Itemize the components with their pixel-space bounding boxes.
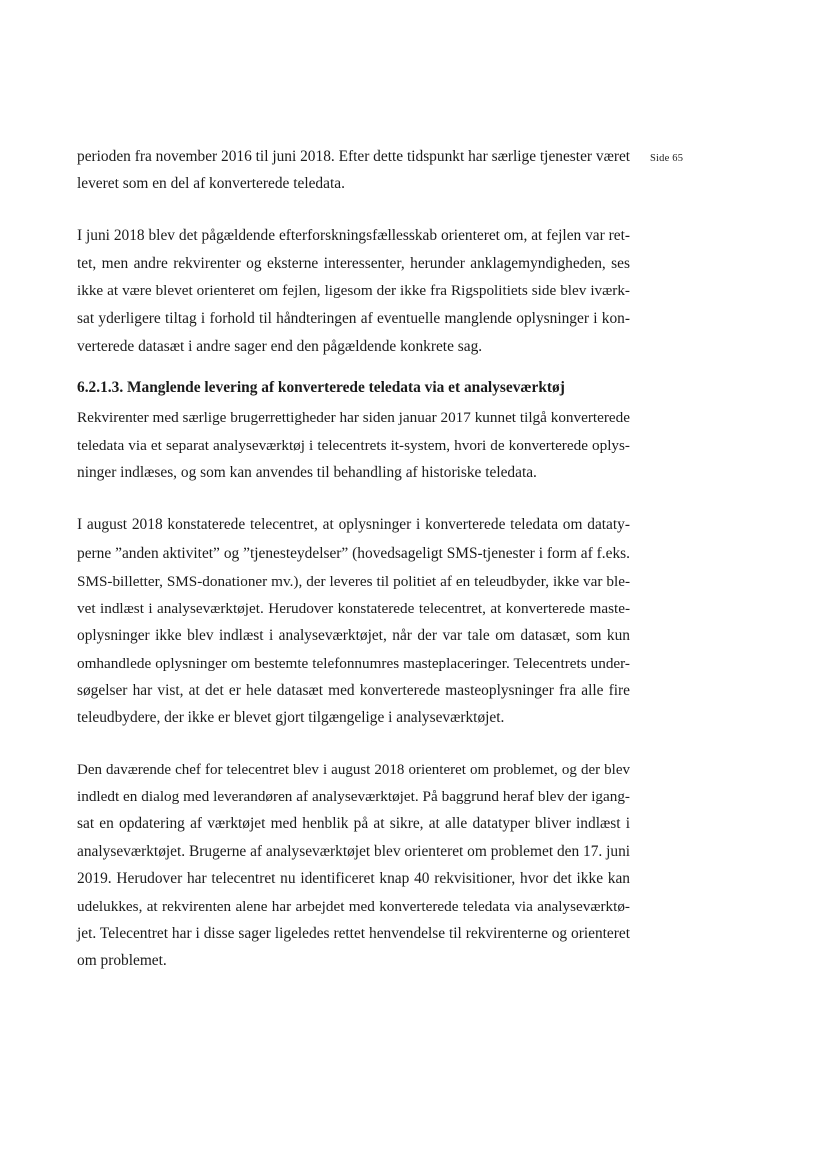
text-line: teledata via et separat analyseværktøj i telecentrets it-system, hvori de konverterede oplys- [77, 437, 630, 454]
text-line: verterede datasæt i andre sager end den pågældende konkrete sag. [77, 338, 483, 355]
text-line: om problemet. [77, 952, 167, 969]
text-line: Den daværende chef for telecentret blev i august 2018 orienteret om problemet, og der blev [77, 762, 630, 778]
text-line: analyseværktøjet. Brugerne af analyseværktøjet blev orienteret om problemet den 17. juni [77, 843, 631, 860]
text-line: leveret som en del af konverterede teledata. [77, 175, 345, 192]
text-line: sat en opdatering af værktøjet med henblik på at sikre, at alle datatyper bliver indlæst i [77, 815, 630, 832]
text-line: ninger indlæses, og som kan anvendes til behandling af historiske teledata. [77, 464, 537, 481]
text-line: 2019. Herudover har telecentret nu identificeret knap 40 rekvisitioner, hvor det ikke kan [77, 870, 630, 887]
text-line: SMS-billetter, SMS-donationer mv.), der leveres til politiet af en teleudbyder, ikke var ble- [77, 573, 630, 590]
text-line: udelukkes, at rekvirenten alene har arbejdet med konverterede teledata via analyseværktø- [77, 898, 630, 915]
text-line: I august 2018 konstaterede telecentret, at oplysninger i konverterede teledata om dataty- [77, 516, 630, 533]
page-number: Side 65 [650, 153, 684, 164]
text-line: tet, men andre rekvirenter og eksterne interessenter, herunder anklagemyndigheden, ses [77, 255, 630, 272]
text-line: oplysninger ikke blev indlæst i analyseværktøjet, når der var tale om datasæt, som kun [77, 627, 630, 644]
text-line: omhandlede oplysninger om bestemte telefonnumres masteplaceringer. Telecentrets under- [77, 655, 630, 672]
section-heading: 6.2.1.3. Manglende levering af konverterede teledata via et analyseværktøj [77, 379, 565, 396]
text-line: Rekvirenter med særlige brugerrettigheder har siden januar 2017 kunnet tilgå konverterede [77, 409, 630, 426]
text-line: teleudbydere, der ikke er blevet gjort tilgængelige i analyseværktøjet. [77, 709, 505, 726]
text-line: perne ”anden aktivitet” og ”tjenesteydelser” (hovedsageligt SMS-tjenester i form af f.eks. [77, 545, 630, 562]
text-line: ikke at være blevet orienteret om fejlen, ligesom der ikke fra Rigspolitiets side blev iværk- [77, 282, 630, 299]
text-line: I juni 2018 blev det pågældende efterforskningsfællesskab orienteret om, at fejlen var ret- [77, 227, 630, 244]
text-line: sat yderligere tiltag i forhold til håndteringen af eventuelle manglende oplysninger i kon- [77, 310, 630, 327]
text-line: indledt en dialog med leverandøren af analyseværktøjet. På baggrund heraf blev der igang- [77, 788, 630, 805]
text-line: vet indlæst i analyseværktøjet. Herudover konstaterede telecentret, at konverterede maste- [77, 600, 630, 617]
text-line: jet. Telecentret har i disse sager ligeledes rettet henvendelse til rekvirenterne og orienteret [77, 925, 630, 942]
text-line: søgelser har vist, at det er hele datasæt med konverterede masteoplysninger fra alle fire [77, 682, 630, 699]
text-line: perioden fra november 2016 til juni 2018. Efter dette tidspunkt har særlige tjenester været [77, 148, 631, 165]
